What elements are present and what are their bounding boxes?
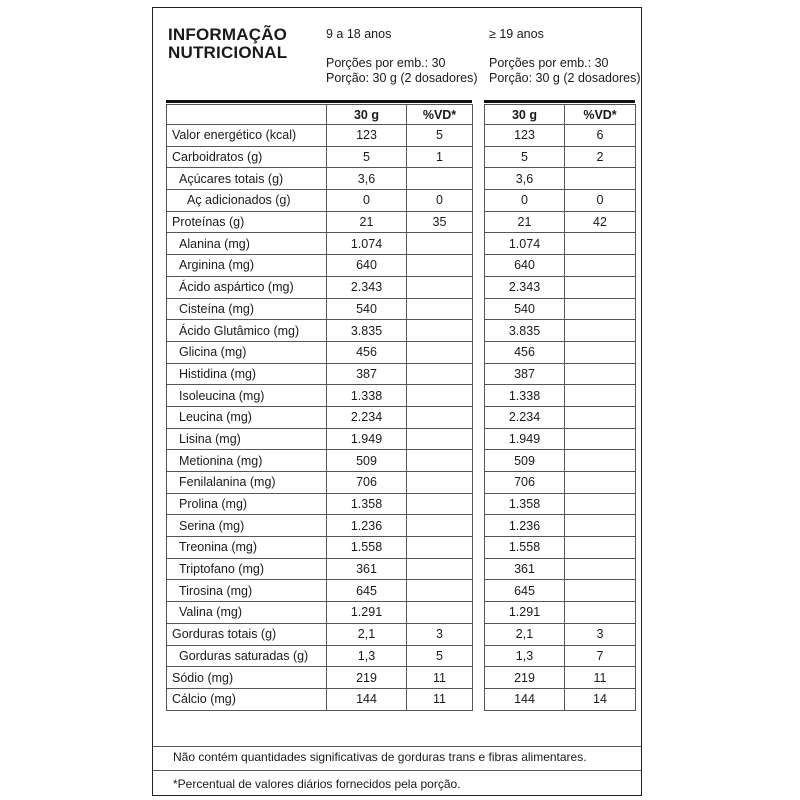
amount-19-plus: 2.343 — [485, 276, 565, 298]
vd-9-18 — [407, 472, 473, 494]
column-gap — [473, 515, 485, 537]
vd-9-18: 35 — [407, 211, 473, 233]
vd-9-18: 0 — [407, 190, 473, 212]
vd-19-plus — [565, 298, 636, 320]
header-rule-left — [166, 100, 472, 103]
vd-19-plus — [565, 472, 636, 494]
amount-19-plus: 540 — [485, 298, 565, 320]
amount-19-plus: 706 — [485, 472, 565, 494]
vd-9-18 — [407, 406, 473, 428]
footnote-trans-fat: Não contém quantidades significativas de gorduras trans e fibras alimentares. — [153, 746, 641, 770]
vd-19-plus: 3 — [565, 623, 636, 645]
nutrient-name: Triptofano (mg) — [167, 558, 327, 580]
column-gap — [473, 428, 485, 450]
column-gap — [473, 385, 485, 407]
vd-9-18 — [407, 428, 473, 450]
table-row — [167, 472, 636, 494]
nutrient-name: Proteínas (g) — [167, 211, 327, 233]
amount-19-plus: 640 — [485, 255, 565, 277]
vd-9-18 — [407, 515, 473, 537]
column-gap — [473, 493, 485, 515]
amount-19-plus: 123 — [485, 125, 565, 147]
table-row — [167, 623, 636, 645]
nutrient-name: Lisina (mg) — [167, 428, 327, 450]
amount-9-18: 361 — [327, 558, 407, 580]
group-portions: Porções por emb.: 30 — [489, 56, 609, 70]
column-gap — [473, 688, 485, 710]
table-header-row — [167, 105, 636, 125]
vd-9-18 — [407, 276, 473, 298]
vd-9-18 — [407, 385, 473, 407]
title-line-1: INFORMAÇÃO — [168, 25, 288, 44]
nutrient-name: Arginina (mg) — [167, 255, 327, 277]
amount-19-plus: 1,3 — [485, 645, 565, 667]
group-portion-size: Porção: 30 g (2 dosadores) — [326, 71, 478, 85]
column-gap — [473, 233, 485, 255]
column-gap — [473, 537, 485, 559]
nutrient-name: Fenilalanina (mg) — [167, 472, 327, 494]
vd-19-plus: 6 — [565, 125, 636, 147]
table-row — [167, 190, 636, 212]
amount-9-18: 3.835 — [327, 320, 407, 342]
header-nutrient — [167, 105, 327, 125]
column-gap — [473, 645, 485, 667]
nutrient-name: Alanina (mg) — [167, 233, 327, 255]
column-gap — [473, 298, 485, 320]
column-gap — [473, 190, 485, 212]
vd-19-plus: 2 — [565, 146, 636, 168]
vd-9-18: 1 — [407, 146, 473, 168]
table-row — [167, 341, 636, 363]
vd-19-plus — [565, 450, 636, 472]
vd-19-plus — [565, 233, 636, 255]
group-header-9-18 — [326, 27, 477, 86]
amount-9-18: 3,6 — [327, 168, 407, 190]
nutrient-name: Serina (mg) — [167, 515, 327, 537]
title-line-2: NUTRICIONAL — [168, 43, 288, 62]
amount-19-plus: 3,6 — [485, 168, 565, 190]
amount-9-18: 2.343 — [327, 276, 407, 298]
table-row — [167, 537, 636, 559]
nutrient-name: Gorduras totais (g) — [167, 623, 327, 645]
column-gap — [473, 602, 485, 624]
vd-19-plus: 7 — [565, 645, 636, 667]
vd-19-plus — [565, 406, 636, 428]
vd-9-18 — [407, 537, 473, 559]
vd-19-plus — [565, 168, 636, 190]
vd-19-plus — [565, 363, 636, 385]
nutrient-name: Leucina (mg) — [167, 406, 327, 428]
column-gap — [473, 450, 485, 472]
column-gap — [473, 667, 485, 689]
amount-19-plus: 1.558 — [485, 537, 565, 559]
nutrient-name: Carboidratos (g) — [167, 146, 327, 168]
nutrient-name: Ácido Glutâmico (mg) — [167, 320, 327, 342]
nutrient-name: Valina (mg) — [167, 602, 327, 624]
column-gap — [473, 320, 485, 342]
table-row — [167, 168, 636, 190]
vd-9-18: 11 — [407, 688, 473, 710]
vd-19-plus — [565, 341, 636, 363]
column-gap — [473, 125, 485, 147]
table-row — [167, 406, 636, 428]
nutrient-name: Açúcares totais (g) — [167, 168, 327, 190]
table-row — [167, 558, 636, 580]
header-vd-1: %VD* — [407, 105, 473, 125]
amount-19-plus: 1.949 — [485, 428, 565, 450]
vd-9-18 — [407, 558, 473, 580]
amount-9-18: 219 — [327, 667, 407, 689]
vd-19-plus — [565, 276, 636, 298]
amount-19-plus: 21 — [485, 211, 565, 233]
vd-19-plus — [565, 515, 636, 537]
amount-9-18: 1.338 — [327, 385, 407, 407]
amount-19-plus: 1.338 — [485, 385, 565, 407]
nutrient-name: Cálcio (mg) — [167, 688, 327, 710]
table-row — [167, 125, 636, 147]
amount-19-plus: 144 — [485, 688, 565, 710]
vd-19-plus — [565, 558, 636, 580]
vd-9-18: 5 — [407, 645, 473, 667]
table-row — [167, 428, 636, 450]
table-row — [167, 450, 636, 472]
column-gap — [473, 168, 485, 190]
table-row — [167, 667, 636, 689]
table-row — [167, 493, 636, 515]
amount-9-18: 123 — [327, 125, 407, 147]
amount-19-plus: 3.835 — [485, 320, 565, 342]
amount-19-plus: 1.291 — [485, 602, 565, 624]
amount-19-plus: 1.358 — [485, 493, 565, 515]
column-gap — [473, 363, 485, 385]
amount-19-plus: 1.236 — [485, 515, 565, 537]
vd-9-18: 11 — [407, 667, 473, 689]
column-gap — [473, 406, 485, 428]
amount-9-18: 1.074 — [327, 233, 407, 255]
vd-19-plus — [565, 428, 636, 450]
header-amount-2: 30 g — [485, 105, 565, 125]
vd-9-18 — [407, 363, 473, 385]
amount-9-18: 456 — [327, 341, 407, 363]
amount-9-18: 1.358 — [327, 493, 407, 515]
amount-9-18: 387 — [327, 363, 407, 385]
table-row — [167, 276, 636, 298]
amount-19-plus: 219 — [485, 667, 565, 689]
amount-19-plus: 456 — [485, 341, 565, 363]
vd-9-18 — [407, 168, 473, 190]
nutrient-name: Histidina (mg) — [167, 363, 327, 385]
amount-9-18: 2.234 — [327, 406, 407, 428]
amount-19-plus: 5 — [485, 146, 565, 168]
table-row — [167, 688, 636, 710]
group-age: ≥ 19 anos — [489, 27, 544, 41]
amount-9-18: 1.236 — [327, 515, 407, 537]
nutrient-name: Prolina (mg) — [167, 493, 327, 515]
footnote-vd: *Percentual de valores diários fornecidos pela porção. — [153, 770, 641, 796]
table-row — [167, 645, 636, 667]
amount-9-18: 640 — [327, 255, 407, 277]
amount-9-18: 1.558 — [327, 537, 407, 559]
vd-19-plus: 11 — [565, 667, 636, 689]
amount-9-18: 1.949 — [327, 428, 407, 450]
nutrient-name: Treonina (mg) — [167, 537, 327, 559]
table-row — [167, 515, 636, 537]
column-gap — [473, 341, 485, 363]
vd-9-18 — [407, 298, 473, 320]
amount-9-18: 0 — [327, 190, 407, 212]
column-gap — [473, 623, 485, 645]
amount-9-18: 2,1 — [327, 623, 407, 645]
amount-9-18: 5 — [327, 146, 407, 168]
amount-19-plus: 0 — [485, 190, 565, 212]
nutrient-name: Metionina (mg) — [167, 450, 327, 472]
vd-19-plus — [565, 493, 636, 515]
vd-9-18 — [407, 233, 473, 255]
nutrient-name: Glicina (mg) — [167, 341, 327, 363]
vd-19-plus — [565, 537, 636, 559]
vd-19-plus — [565, 255, 636, 277]
column-gap — [473, 580, 485, 602]
column-gap — [473, 558, 485, 580]
vd-9-18 — [407, 320, 473, 342]
table-row — [167, 211, 636, 233]
table-row — [167, 255, 636, 277]
amount-9-18: 1.291 — [327, 602, 407, 624]
vd-19-plus: 14 — [565, 688, 636, 710]
table-row — [167, 602, 636, 624]
group-header-19-plus — [489, 27, 640, 86]
label-title — [168, 26, 287, 62]
vd-19-plus — [565, 580, 636, 602]
amount-19-plus: 387 — [485, 363, 565, 385]
table-row — [167, 146, 636, 168]
nutrient-name: Isoleucina (mg) — [167, 385, 327, 407]
vd-9-18 — [407, 341, 473, 363]
vd-9-18: 5 — [407, 125, 473, 147]
nutrient-name: Ácido aspártico (mg) — [167, 276, 327, 298]
vd-19-plus: 42 — [565, 211, 636, 233]
amount-19-plus: 509 — [485, 450, 565, 472]
table-row — [167, 233, 636, 255]
amount-19-plus: 2,1 — [485, 623, 565, 645]
amount-9-18: 706 — [327, 472, 407, 494]
amount-19-plus: 361 — [485, 558, 565, 580]
column-gap — [473, 255, 485, 277]
nutrition-label — [152, 7, 642, 796]
amount-19-plus: 645 — [485, 580, 565, 602]
table-row — [167, 385, 636, 407]
amount-9-18: 1,3 — [327, 645, 407, 667]
header-amount-1: 30 g — [327, 105, 407, 125]
vd-9-18 — [407, 255, 473, 277]
vd-9-18 — [407, 493, 473, 515]
amount-19-plus: 2.234 — [485, 406, 565, 428]
nutrition-table — [166, 104, 636, 711]
nutrient-name: Cisteína (mg) — [167, 298, 327, 320]
column-gap — [473, 211, 485, 233]
table-row — [167, 298, 636, 320]
nutrient-name: Sódio (mg) — [167, 667, 327, 689]
amount-9-18: 144 — [327, 688, 407, 710]
amount-9-18: 509 — [327, 450, 407, 472]
table-row — [167, 320, 636, 342]
amount-9-18: 645 — [327, 580, 407, 602]
vd-9-18 — [407, 580, 473, 602]
nutrient-name: Gorduras saturadas (g) — [167, 645, 327, 667]
header-rule-right — [484, 100, 635, 103]
vd-19-plus — [565, 602, 636, 624]
amount-19-plus: 1.074 — [485, 233, 565, 255]
table-row — [167, 580, 636, 602]
vd-9-18 — [407, 602, 473, 624]
nutrient-name: Valor energético (kcal) — [167, 125, 327, 147]
column-gap — [473, 472, 485, 494]
vd-9-18 — [407, 450, 473, 472]
column-gap — [473, 276, 485, 298]
amount-9-18: 21 — [327, 211, 407, 233]
amount-9-18: 540 — [327, 298, 407, 320]
vd-19-plus — [565, 320, 636, 342]
vd-9-18: 3 — [407, 623, 473, 645]
header-vd-2: %VD* — [565, 105, 636, 125]
vd-19-plus: 0 — [565, 190, 636, 212]
nutrient-name: Tirosina (mg) — [167, 580, 327, 602]
table-row — [167, 363, 636, 385]
nutrient-name: Aç adicionados (g) — [167, 190, 327, 212]
column-gap — [473, 146, 485, 168]
vd-19-plus — [565, 385, 636, 407]
group-age: 9 a 18 anos — [326, 27, 392, 41]
column-gap — [473, 105, 485, 125]
group-portions: Porções por emb.: 30 — [326, 56, 446, 70]
group-portion-size: Porção: 30 g (2 dosadores) — [489, 71, 641, 85]
